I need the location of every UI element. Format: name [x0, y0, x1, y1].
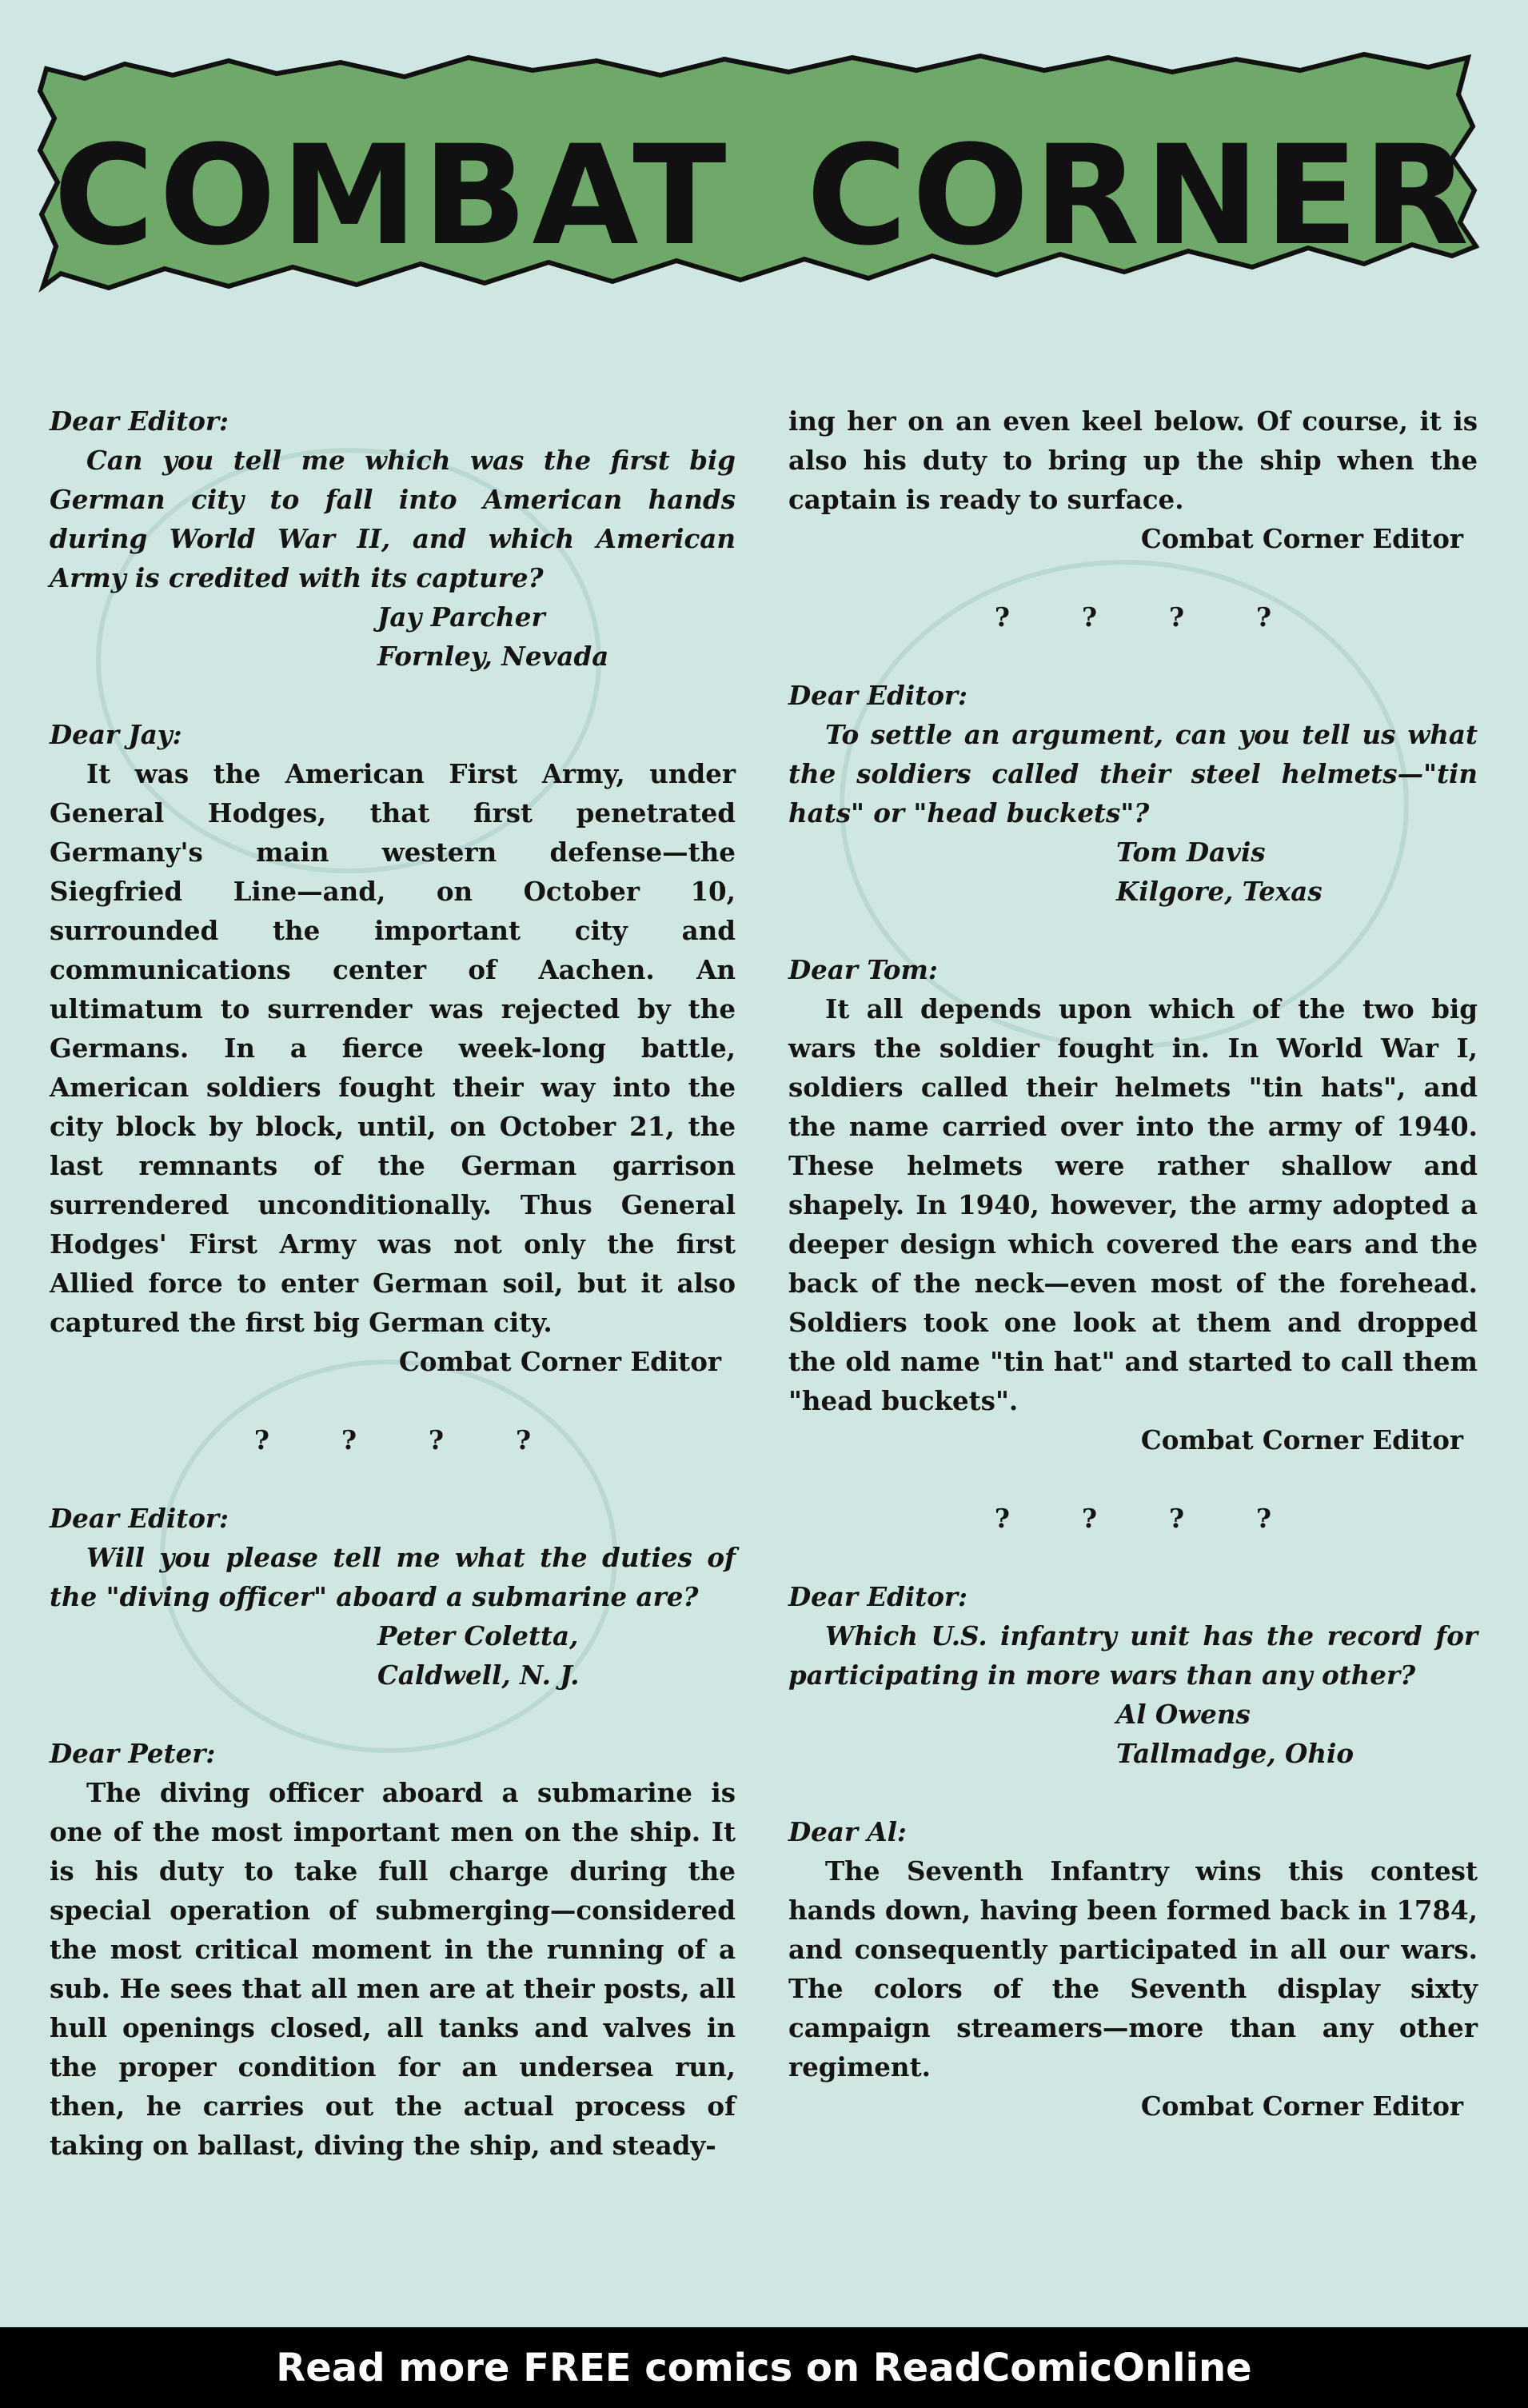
reader-letter: Can you tell me which was the first big German city to fall into American hands during World War II, and which American Army is credited with its capture? — [50, 445, 736, 593]
letter-name: Tom Davis — [1116, 837, 1266, 868]
left-column — [50, 401, 736, 2165]
letter-place: Caldwell, N. J. — [377, 1659, 580, 1691]
letter-name: Jay Parcher — [377, 601, 545, 633]
page-title: COMBAT CORNER — [53, 114, 1474, 276]
section-separator: ? ? ? ? — [253, 1424, 532, 1456]
editor-reply-continued: ing her on an even keel below. Of course, it is also his duty to bring up the ship when the captain is ready to surface. — [788, 405, 1478, 515]
editor-signoff: Combat Corner Editor — [1140, 523, 1463, 554]
right-column — [788, 401, 1478, 2126]
footer-link[interactable]: Read more FREE comics on ReadComicOnline — [276, 2345, 1252, 2390]
editor-reply: It was the American First Army, under General Hodges, that first penetrated Germany's main western defense—the Siegfried Line—and, on October 10, surrounded the important city and communications center of Aachen. An ultimatum to surrender was rejected by the Germans. In a fierce week-long battle, American soldiers fought their way into the city block by block, until, on October 21, the last remnants of the German garrison surrendered unconditionally. Thus General Hodges' First Army was not only the first Allied force to enter German soil, but it also captured the first big German city. — [50, 758, 736, 1338]
letter-name: Al Owens — [1116, 1699, 1251, 1730]
editor-reply: The diving officer aboard a submarine is one of the most important men on the ship. It is his duty to take full charge during the special operation of submerging—considered the most critical moment in the running of a sub. He sees that all men are at their posts, all hull openings closed, all tanks and valves in the proper condition for an undersea run, then, he carries out the actual process of taking on ballast, diving the ship, and steady- — [50, 1777, 736, 2161]
letter-name: Peter Coletta, — [377, 1620, 579, 1651]
letter-salutation: Dear Editor: — [50, 405, 229, 437]
editor-reply: It all depends upon which of the two big wars the soldier fought in. In World War I, soldiers called their helmets "tin hats", and the name carried over into the army of 1940. These helmets were rather shallow and shapely. In 1940, however, the army adopted a deeper design which covered the ears and the back of the neck—even most of the forehead. Soldiers took one look at them and dropped the old name "tin hat" and started to call them "head buckets". — [788, 993, 1478, 1416]
letter-place: Tallmadge, Ohio — [1116, 1738, 1354, 1769]
letter-place: Fornley, Nevada — [377, 641, 609, 672]
section-separator: ? ? ? ? — [994, 601, 1272, 633]
reply-salutation: Dear Jay: — [50, 719, 182, 750]
reply-salutation: Dear Al: — [788, 1816, 907, 1847]
reader-letter: Which U.S. infantry unit has the record for participating in more wars than any other? — [788, 1620, 1478, 1691]
editor-signoff: Combat Corner Editor — [1140, 1424, 1463, 1456]
title-banner — [37, 46, 1482, 334]
editor-reply: The Seventh Infantry wins this contest hands down, having been formed back in 1784, and consequently participated in all our wars. The colors of the Seventh display sixty campaign streamers—more than any other regiment. — [788, 1855, 1478, 2083]
editor-signoff: Combat Corner Editor — [398, 1346, 721, 1377]
editor-signoff: Combat Corner Editor — [1140, 2091, 1463, 2122]
letter-place: Kilgore, Texas — [1116, 876, 1323, 907]
reply-salutation: Dear Tom: — [788, 954, 938, 985]
reply-salutation: Dear Peter: — [50, 1738, 216, 1769]
reader-letter: To settle an argument, can you tell us what the soldiers called their steel helmets—"tin hats" or "head buckets"? — [788, 719, 1478, 829]
letter-salutation: Dear Editor: — [788, 1581, 968, 1612]
letter-salutation: Dear Editor: — [788, 680, 968, 711]
letter-salutation: Dear Editor: — [50, 1503, 229, 1534]
section-separator: ? ? ? ? — [994, 1503, 1272, 1534]
footer-banner[interactable] — [0, 2327, 1528, 2408]
reader-letter: Will you please tell me what the duties of the "diving officer" aboard a submarine are? — [50, 1542, 736, 1612]
